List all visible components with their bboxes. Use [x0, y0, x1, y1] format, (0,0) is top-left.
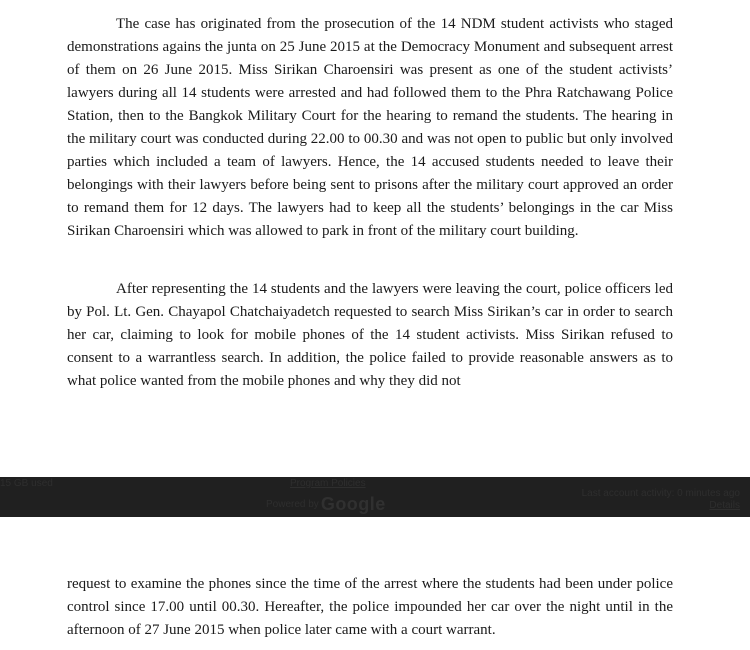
mail-footer-bar — [0, 477, 750, 517]
google-logo-icon: Google — [320, 494, 386, 514]
last-account-activity-text: Last account activity: 0 minutes ago — [581, 488, 740, 499]
powered-by-label: Powered by — [266, 499, 319, 510]
program-policies-link[interactable]: Program Policies — [290, 478, 366, 489]
document-paragraph-2: After representing the 14 students and the lawyers were leaving the court, police officers led by Pol. Lt. Gen. Chayapol Chatchaiyadetch requested to search Miss Sirikan’s car in order to search her car, claiming to look for mobile phones of the 14 student activists. Miss Sirikan refused to consent to a warrantless search. In addition, the police failed to provide reasonable answers as to what police wanted from the mobile phones and why they did not — [67, 281, 673, 389]
document-paragraph-1: The case has originated from the prosecution of the 14 NDM student activists who staged demonstrations agains the junta on 25 June 2015 at the Democracy Monument and subsequent arrest of them on 26 June 2015. Miss Sirikan Charoensiri was present as one of the student activists’ lawyers during all 14 students were arrested and had followed them to the Phra Ratchawang Police Station, then to the Bangkok Military Court for the hearing to remand the students. The hearing in the military court was conducted during 22.00 to 00.30 and was not open to public but only involved parties which included a team of lawyers. Hence, the 14 accused students needed to leave their belongings with their lawyers before being sent to prisons after the military court approved an order to remand them for 12 days. The lawyers had to keep all the students’ belongings in the car Miss Sirikan Charoensiri which was allowed to park in front of the military court building. — [67, 16, 673, 239]
powered-by-google — [266, 494, 386, 515]
storage-usage-text: 15 GB used — [0, 478, 53, 489]
document-paragraph-3: request to examine the phones since the time of the arrest where the students had been under police control since 17.00 until 00.30. Hereafter, the police impounded her car over the night until in the afternoon of 27 June 2015 when police later came with a court warrant. — [67, 576, 673, 638]
details-link[interactable]: Details — [709, 500, 740, 511]
